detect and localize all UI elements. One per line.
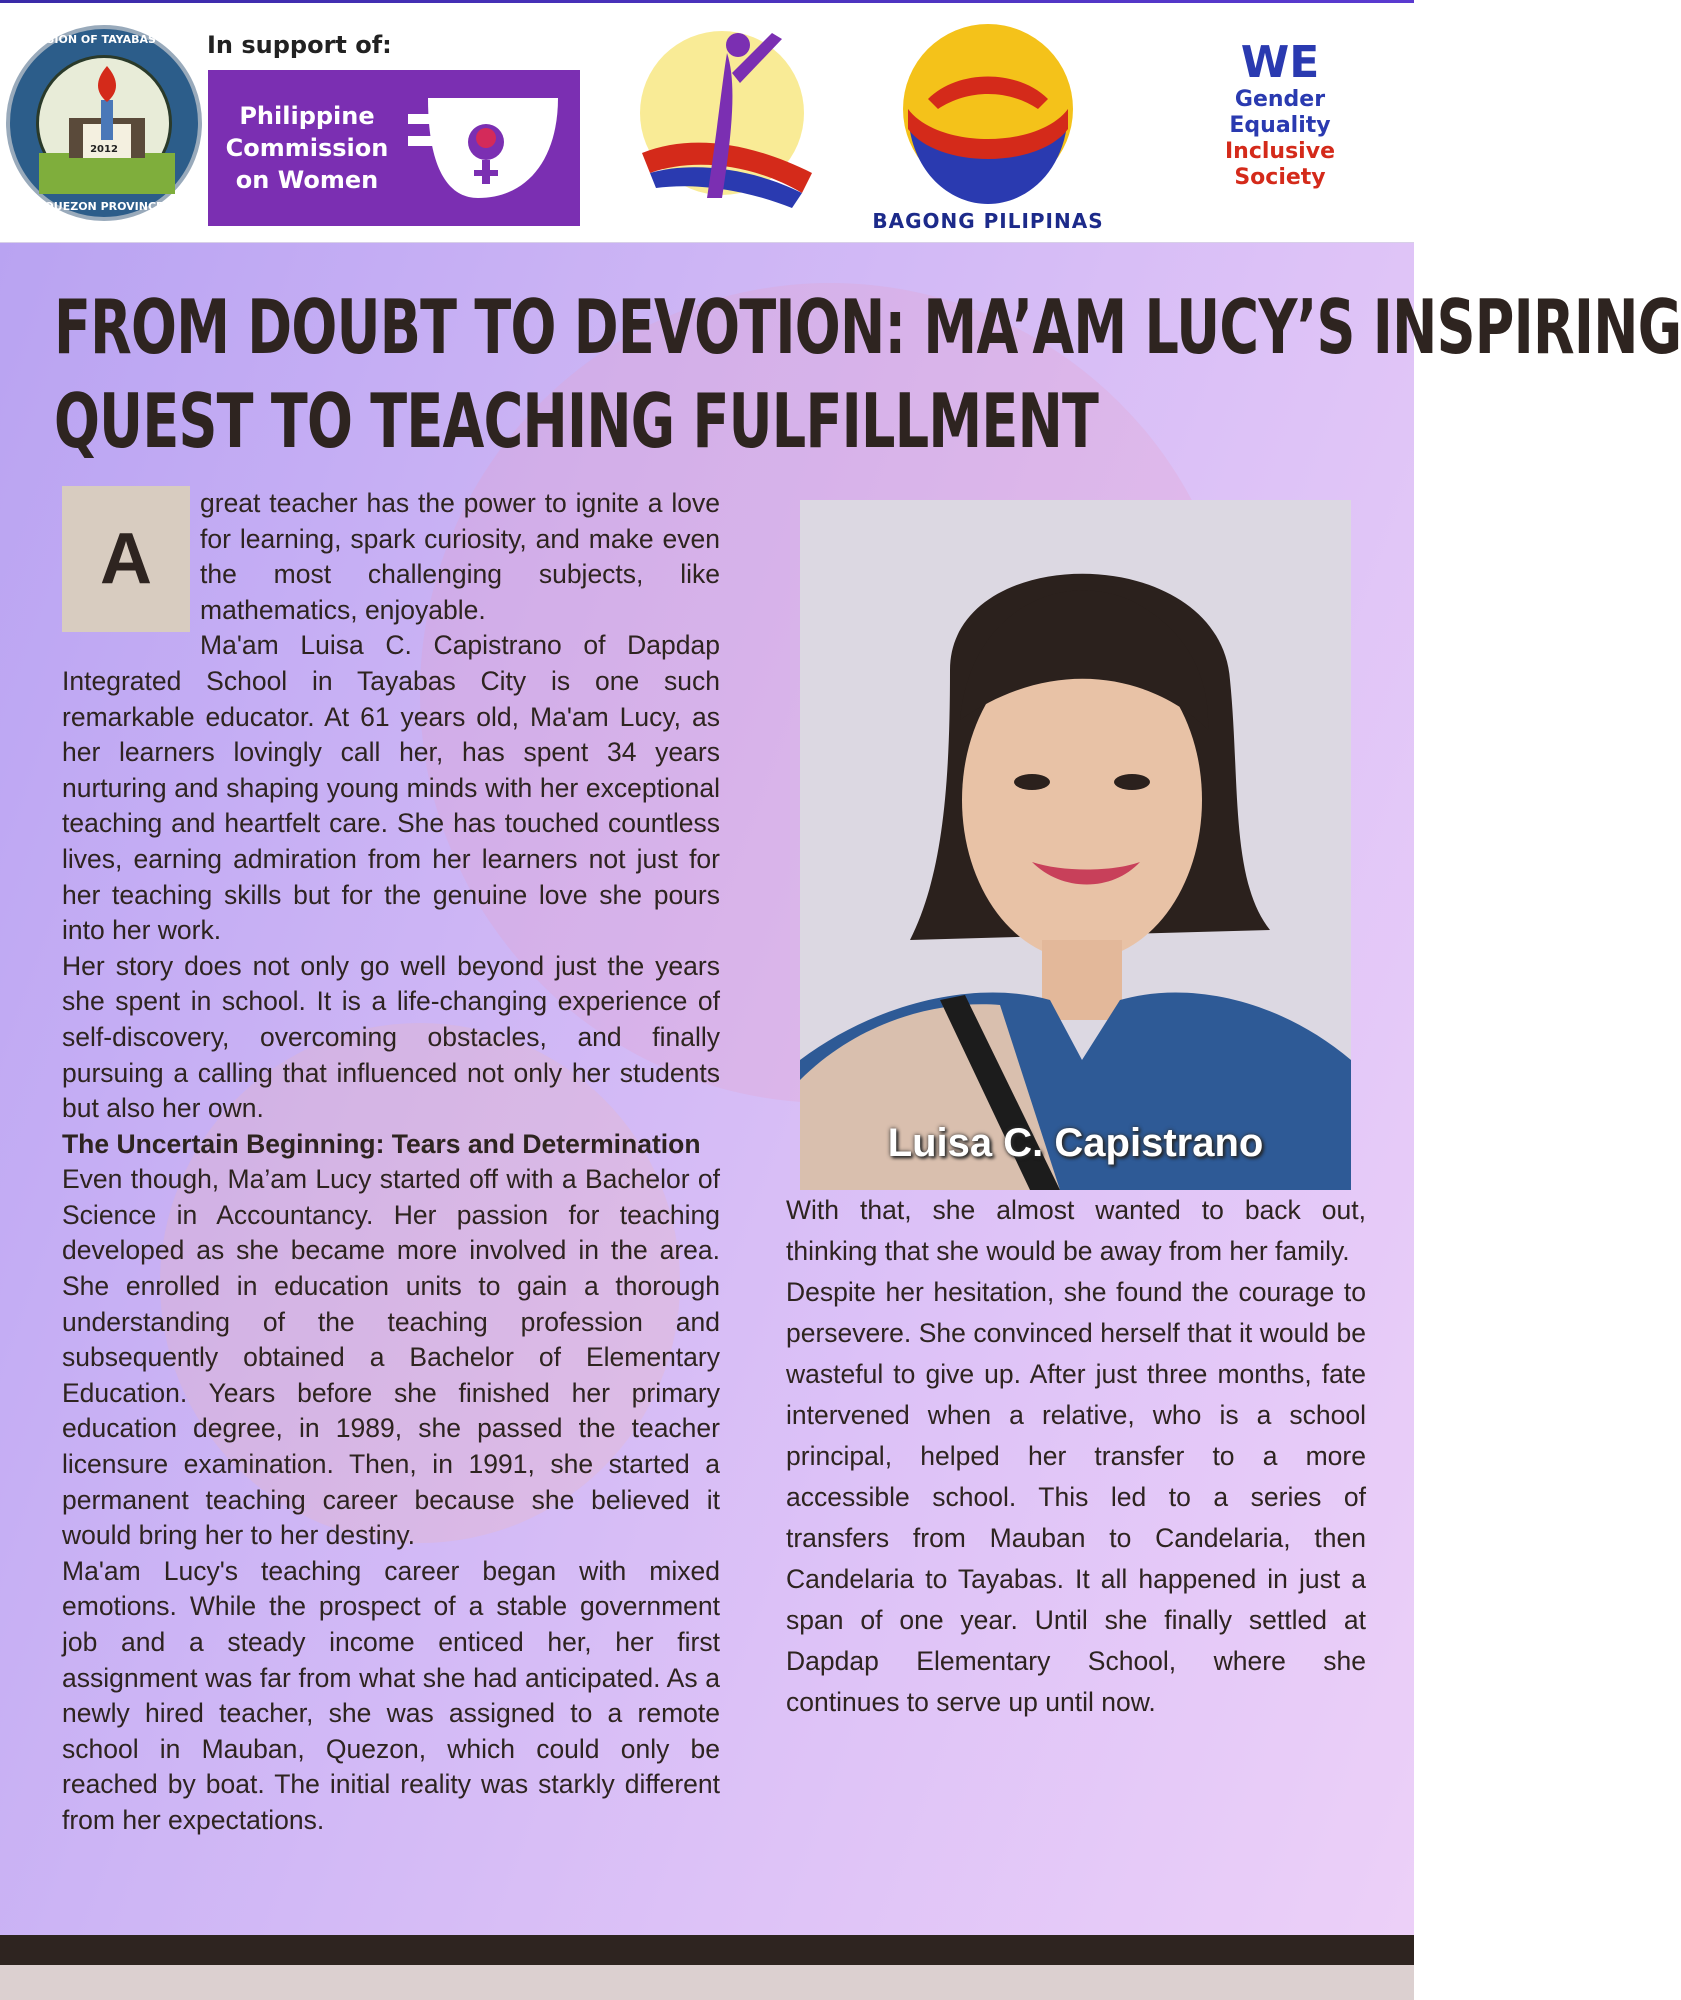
seal-torch-icon: [39, 58, 175, 194]
we-line3: Inclusive: [1225, 139, 1335, 164]
seal-inner: [36, 55, 172, 191]
paragraph-hesitation: With that, she almost wanted to back out, thinking that she would be away from her family.: [786, 1195, 1366, 1266]
portrait-photo: [800, 500, 1351, 1190]
pcw-name: [222, 100, 392, 196]
paragraph-education: Even though, Ma’am Lucy started off with a Bachelor of Science in Accountancy. Her passion for teaching developed as she became more involved in the area. She enrolled in education units to gain a thorough understanding of the teaching profession and subsequently obtained a Bachelor of Elementary Education. Years before she finished her primary education degree, in 1989, she passed the teacher licensure examination. Then, in 1991, she started a permanent teaching career because she believed it would bring her to her destiny.: [62, 1164, 720, 1551]
bagong-pilipinas-caption: BAGONG PILIPINAS: [872, 209, 1104, 233]
footer-bar: [0, 1935, 1414, 1965]
seal-year: 2012: [90, 144, 118, 155]
paragraph-career-start: Ma'am Lucy's teaching career began with mixed emotions. While the prospect of a stable government job and a steady income enticed her, her first assignment was far from what she had anticipated. As a newly hired teacher, she was assigned to a remote school in Mauban, Quezon, which could only be reached by boat. The initial reality was starkly different from her expectations.: [62, 1555, 720, 1835]
paragraph-perseverance: Despite her hesitation, she found the courage to persevere. She convinced herself that it would be wasteful to give up. After just three months, fate intervened when a relative, who is a school principal, helped her transfer to a more accessible school. This led to a series of transfers from Mauban to Candelaria, then Candelaria to Tayabas. It all happened in just a span of one year. Until she finally settled at Dapdap Elementary School, where she continues to serve up until now.: [786, 1277, 1366, 1717]
pcw-logo-icon: [208, 70, 580, 226]
article-column-right: [786, 1190, 1366, 1723]
we-line2: Equality: [1229, 113, 1331, 138]
division-seal-icon: [6, 25, 202, 221]
title-line-1: FROM DOUBT TO DEVOTION: MA’AM LUCY’S INSPIRING: [54, 283, 1681, 371]
support-label: In support of:: [207, 31, 392, 59]
article-title: [54, 280, 1681, 468]
title-line-2: QUEST TO TEACHING FULFILLMENT: [54, 377, 1099, 465]
header-banner: [0, 3, 1414, 243]
bagong-pilipinas-logo-icon: [868, 9, 1108, 234]
we-logo-icon: [1175, 39, 1385, 191]
footer-strip: [0, 1965, 1414, 2000]
womens-month-logo-icon: [622, 23, 832, 223]
seal-bottom-text: QUEZON PROVINCE: [44, 200, 164, 213]
paragraph-story: Her story does not only go well beyond just the years she spent in school. It is a life-changing experience of self-discovery, overcoming obstacles, and finally pursuing a calling that influenced not only her students but also her own.: [62, 950, 720, 1124]
pcw-emblem-icon: [408, 88, 568, 208]
pcw-line2: Commission: [225, 134, 389, 162]
drop-cap: A: [62, 486, 190, 632]
paragraph-intro: great teacher has the power to ignite a love for learning, spark curiosity, and make even the most challenging subjects, like mathematics, enjoyable.: [200, 488, 720, 625]
paragraph-profile: Ma'am Luisa C. Capistrano of Dapdap Integrated School in Tayabas City is one such remarkable educator. At 61 years old, Ma'am Lucy, as her learners lovingly call her, has spent 34 years nurturing and shaping young minds with her exceptional teaching and heartfelt care. She has touched countless lives, earning admiration from her learners not just for her teaching skills but for the genuine love she pours into her work.: [62, 630, 720, 946]
we-line4: Society: [1234, 165, 1326, 190]
we-word: WE: [1240, 37, 1320, 88]
article-column-left: [62, 486, 720, 1839]
we-line1: Gender: [1234, 87, 1326, 112]
seal-top-text: DIVISION OF TAYABAS CITY: [20, 33, 188, 46]
pcw-line3: on Women: [235, 166, 379, 194]
portrait-illustration: [800, 500, 1351, 1190]
pcw-line1: Philippine: [239, 102, 375, 130]
section-subhead: The Uncertain Beginning: Tears and Determination: [62, 1128, 701, 1159]
photo-caption: Luisa C. Capistrano: [887, 1121, 1264, 1165]
